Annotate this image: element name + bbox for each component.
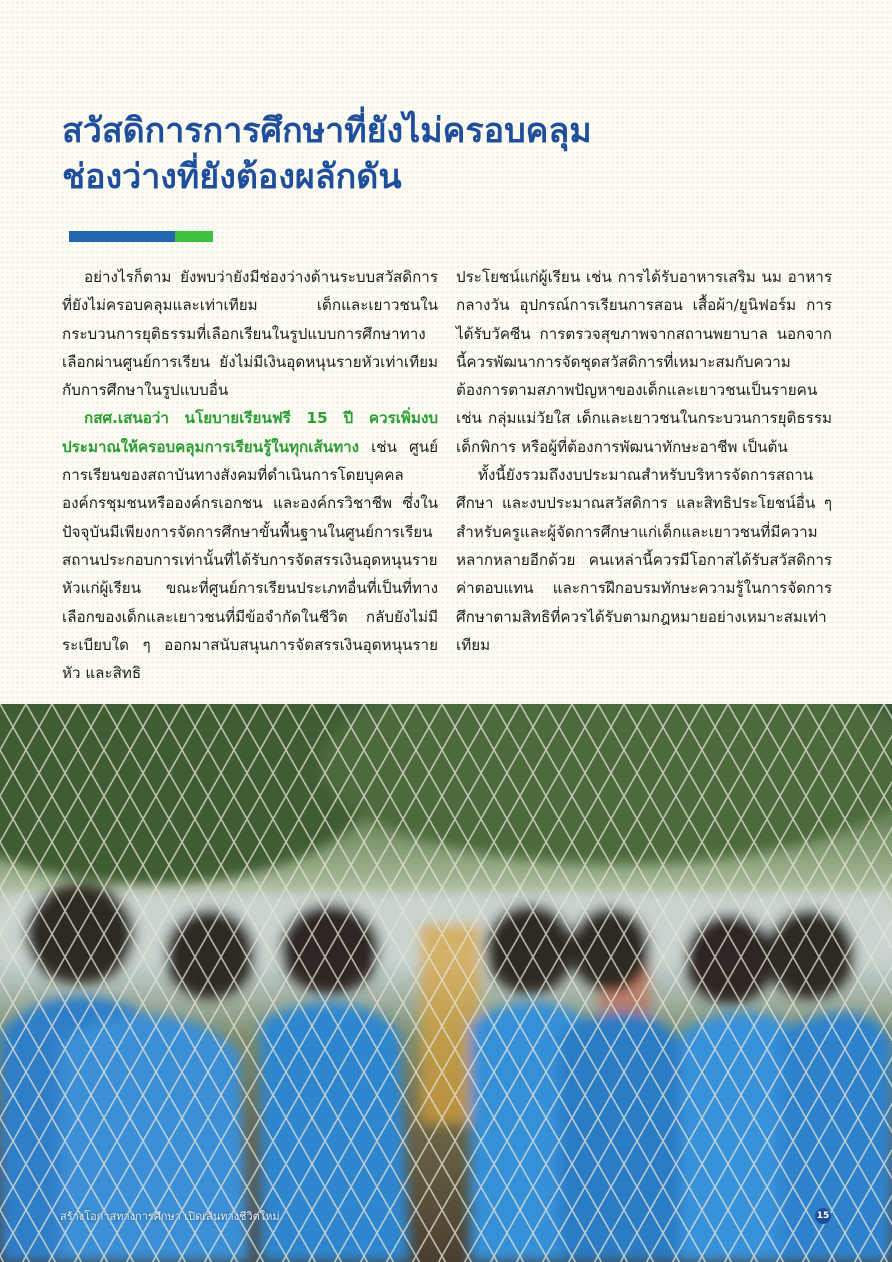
paragraph-budget: ทั้งนี้ยังรวมถึงงบประมาณสำหรับบริหารจัดการสถานศึกษา และงบประมาณสวัสดิการ และสิทธิประโยชน์อื่น ๆ สำหรับครูและผู้จัดการศึกษาแก่เด็กและเยาวชนที่มีความหลากหลายอีกด้วย คนเหล่านี้ควรมีโอกาสได้รับสวัสดิการ ค่าตอบแทน และการฝึกอบรมทักษะความรู้ในการจัดการศึกษาตามสิทธิที่ควรได้รับตามกฎหมายอย่างเหมาะสมเท่าเทียม	[456, 466, 832, 654]
paragraph-proposal	[62, 404, 438, 687]
title-line-1: สวัสดิการการศึกษาที่ยังไม่ครอบคลุม	[62, 111, 592, 151]
article-title	[62, 108, 842, 200]
youth-behind-fence-photo	[0, 704, 892, 1262]
paragraph-intro: อย่างไรก็ตาม ยังพบว่ายังมีช่องว่างด้านระบบสวัสดิการที่ยังไม่ครอบคลุมและเท่าเทียม เด็กและเยาวชนในกระบวนการยุติธรรมที่เลือกเรียนในรูปแบบการศึกษาทางเลือกผ่านศูนย์การเรียน ยังไม่มีเงินอุดหนุนรายหัวเท่าเทียมกับการศึกษาในรูปแบบอื่น	[62, 268, 438, 400]
photo-illustration	[0, 704, 892, 1262]
text-column-right	[456, 263, 832, 659]
title-line-2: ช่องว่างที่ยังต้องผลักดัน	[62, 157, 402, 197]
highlight-proposal: กสศ.เสนอว่า นโยบายเรียนฟรี 15 ปี ควรเพิ่มงบประมาณให้ครอบคลุมการเรียนรู้ในทุกเส้นทาง	[62, 409, 438, 456]
title-underline-blue	[69, 231, 175, 242]
proposal-body: เช่น ศูนย์การเรียนของสถาบันทางสังคมที่ดำเนินการโดยบุคคล องค์กรชุมชนหรือองค์กรเอกชน และองค์กรวิชาชีพ ซึ่งในปัจจุบันมีเพียงการจัดการศึกษาขั้นพื้นฐานในศูนย์การเรียนสถานประกอบการเท่านั้นที่ได้รับการจัดสรรเงินอุดหนุนรายหัวแก่ผู้เรียน ขณะที่ศูนย์การเรียนประเภทอื่นที่เป็นที่ทางเลือกของเด็กและเยาวชนที่มีข้อจำกัดในชีวิต กลับยังไม่มีระเบียบใด ๆ ออกมาสนับสนุนการจัดสรรเงินอุดหนุนรายหัว และสิทธิ	[62, 437, 438, 683]
paragraph-benefits: ประโยชน์แก่ผู้เรียน เช่น การได้รับอาหารเสริม นม อาหารกลางวัน อุปกรณ์การเรียนการสอน เสื้อผ้า/ยูนิฟอร์ม การได้รับวัคซีน การตรวจสุขภาพจากสถานพยาบาล นอกจากนี้ควรพัฒนาการจัดชุดสวัสดิการที่เหมาะสมกับความต้องการตามสภาพปัญหาของเด็กและเยาวชนเป็นรายคน เช่น กลุ่มแม่วัยใส เด็กและเยาวชนในกระบวนการยุติธรรม เด็กพิการ หรือผู้ที่ต้องการพัฒนาทักษะอาชีพ เป็นต้น	[456, 268, 832, 456]
footer-tagline: สร้างโอกาสทางการศึกษา เปิดเส้นทางชีวิตใหม่	[60, 1210, 280, 1223]
title-underline-green	[175, 231, 213, 242]
page-number-badge: 15	[815, 1208, 831, 1224]
text-column-left	[62, 263, 438, 687]
